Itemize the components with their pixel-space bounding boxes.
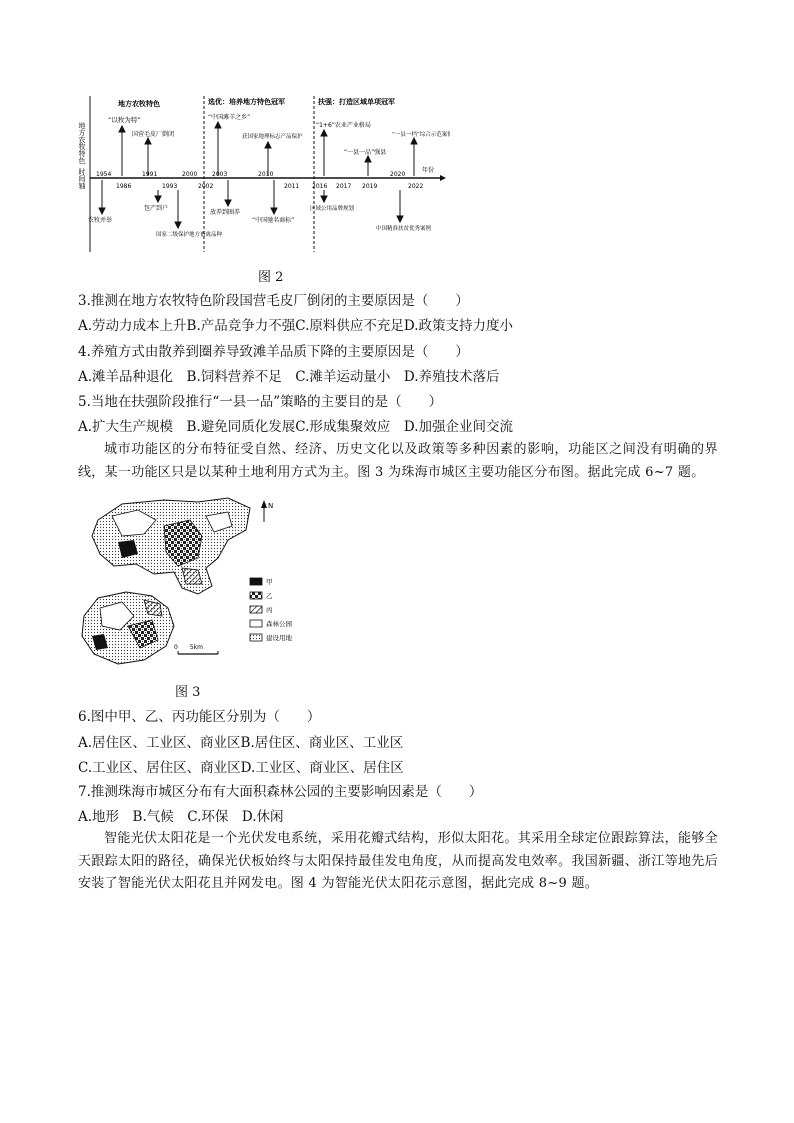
year-label: 2002 [198, 183, 214, 190]
legend-label: 建设用地 [266, 634, 292, 642]
event-bottom: 区域公用品牌规划 [310, 206, 355, 212]
year-label: 2022 [408, 183, 424, 190]
event-bottom: 农牧并举 [88, 217, 113, 224]
phase-label: 扶强：打造区域单项冠军 [318, 98, 395, 106]
year-label: 2003 [212, 171, 228, 178]
question-7-options: A.地形 B.气候 C.环保 D.休闲 [78, 809, 284, 825]
year-label: 2016 [312, 183, 328, 190]
legend-label: 森林公园 [266, 620, 292, 628]
event-bottom: 包产到户 [144, 205, 169, 212]
axis-top-label: 地方农牧特色 [78, 122, 86, 164]
legend-label: 甲 [266, 578, 273, 586]
event-top: 国营毛皮厂倒闭 [132, 131, 175, 138]
year-label: 1993 [162, 183, 178, 190]
question-6-options-line-2: C.工业区、居住区、商业区D.工业区、商业区、居住区 [78, 760, 404, 776]
scale-label: 0 5km [174, 644, 203, 651]
figure-3-map [78, 496, 308, 672]
paragraph-text: 智能光伏太阳花是一个光伏发电系统，采用花瓣式结构，形似太阳花。其采用全球定位跟踪算法，能够全天跟踪太阳的路径，确保光伏板始终与太阳保持最佳发电角度，从而提高发电效率。我国新疆、浙江等地先后安装了智能光伏太阳花且并网发电。图 4 为智能光伏太阳花示意图，据此完成 8~9 题。 [78, 831, 718, 891]
year-label: 1986 [116, 183, 132, 190]
year-label: 2017 [336, 183, 352, 190]
question-6-stem: 6.图中甲、乙、丙功能区分别为（ ） [78, 709, 321, 725]
question-4-options: A.滩羊品种退化 B.饲料营养不足 C.滩羊运动量小 D.养殖技术落后 [78, 369, 500, 385]
event-bottom: 国家二级保护地方畜禽品种 [156, 232, 223, 238]
year-label: 2011 [284, 183, 300, 190]
event-top: “1+6”农业产业格局 [316, 122, 371, 129]
question-5-stem: 5.当地在扶强阶段推行“一县一品”策略的主要目的是（ ） [78, 394, 443, 410]
context-paragraph-2 [78, 828, 718, 896]
legend-label: 丙 [266, 606, 273, 614]
year-label: 2019 [362, 183, 378, 190]
year-label: 2020 [390, 171, 406, 178]
question-7-stem: 7.推测珠海市城区分布有大面积森林公园的主要影响因素是（ ） [78, 784, 483, 800]
question-3-stem: 3.推测在地方农牧特色阶段国营毛皮厂倒闭的主要原因是（ ） [78, 293, 469, 309]
event-bottom: 中国精准扶贫优秀案例 [376, 226, 432, 232]
figure-2-caption: 图 2 [258, 270, 284, 285]
legend-label: 乙 [266, 592, 273, 600]
phase-label: 选优：培养地方特色冠军 [208, 98, 285, 106]
figure-2-timeline [78, 92, 450, 260]
year-label: 2000 [182, 171, 198, 178]
year-label: 1991 [142, 171, 158, 178]
year-label: 2010 [258, 171, 274, 178]
north-label: N [268, 502, 274, 510]
axis-unit: 年份 [422, 167, 435, 174]
event-top: “中国滩羊之乡” [208, 114, 251, 121]
event-top: “一县一品”强县 [344, 149, 387, 156]
axis-bottom-label: 时间轴 [78, 168, 86, 189]
event-bottom: “中国驰名商标” [252, 217, 295, 224]
question-4-stem: 4.养殖方式由散养到圈养导致滩羊品质下降的主要原因是（ ） [78, 344, 469, 360]
event-bottom: 放养到圈养 [210, 209, 241, 216]
question-5-options: A.扩大生产规模 B.避免同质化发展C.形成集聚效应 D.加强企业间交流 [78, 419, 514, 435]
paragraph-text: 城市功能区的分布特征受自然、经济、历史文化以及政策等多种因素的影响，功能区之间没有明确的界线，某一功能区只是以某种土地利用方式为主。图 3 为珠海市城区主要功能区分布图。据此完成 6~7 题。 [78, 442, 718, 480]
event-top: 获国家地理标志产品保护 [242, 134, 303, 140]
year-label: 1954 [96, 171, 112, 178]
context-paragraph-1 [78, 439, 718, 484]
event-top: “以牧为特” [108, 116, 141, 124]
phase-label: 地方农牧特色 [118, 100, 160, 108]
figure-3-caption: 图 3 [175, 685, 201, 700]
question-6-options-line-1: A.居住区、工业区、商业区B.居住区、商业区、工业区 [78, 735, 404, 751]
question-3-options: A.劳动力成本上升B.产品竞争力不强C.原料供应不充足D.政策支持力度小 [78, 318, 514, 334]
event-top: “一县一档”综合示范案例 [392, 132, 450, 138]
